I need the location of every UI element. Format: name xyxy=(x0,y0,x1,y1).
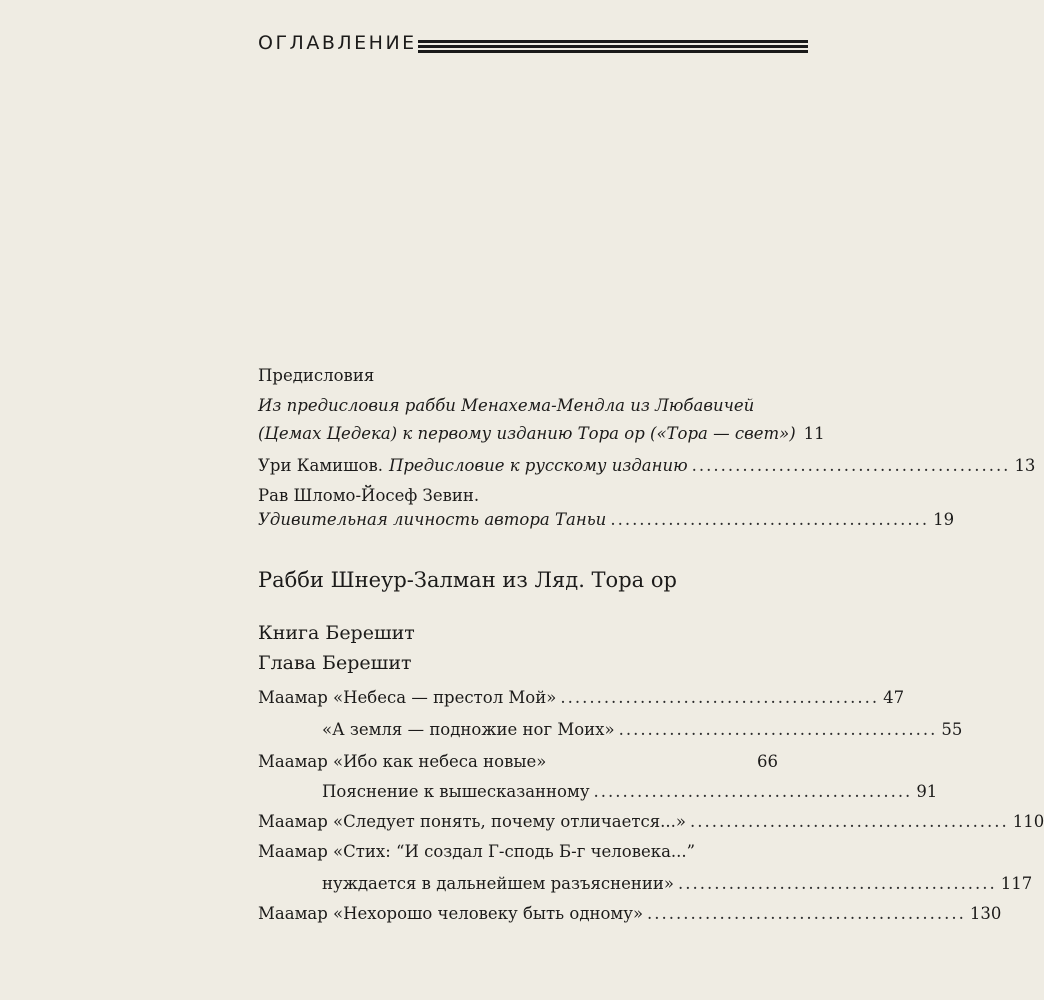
page-number: 66 xyxy=(757,752,778,771)
page-number: 11 xyxy=(803,424,825,443)
toc-entry xyxy=(258,424,825,443)
page-number: 47 xyxy=(883,688,905,707)
page-number: 91 xyxy=(916,782,938,801)
toc-entry xyxy=(322,874,1033,893)
page-number: 19 xyxy=(933,510,955,529)
toc-entry xyxy=(322,720,963,739)
toc-entry xyxy=(258,688,905,707)
toc-entry xyxy=(322,782,938,801)
toc-entry xyxy=(258,456,1036,475)
toc-entry-author: Ури Камишов. xyxy=(258,456,383,475)
toc-entry-text: Маамар «Небеса — престол Мой» xyxy=(258,688,557,707)
leader-dots: ............................................ xyxy=(610,510,930,529)
toc-entry-text: Маамар «Стих: “И создал Г-сподь Б-г человека...” xyxy=(258,842,696,861)
preface-1-line-1 xyxy=(258,396,754,415)
toc-entry xyxy=(258,752,778,771)
page-number: 13 xyxy=(1014,456,1036,475)
toc-entry-author: Рав Шломо-Йосеф Зевин. xyxy=(258,486,480,505)
page-number: 130 xyxy=(969,904,1002,923)
leader-dots: ............................................ xyxy=(691,456,1011,475)
toc-entry-text: «А земля — подножие ног Моих» xyxy=(322,720,615,739)
toc-entry xyxy=(258,842,695,861)
toc-entry-text: (Цемах Цедека) к первому изданию Тора ор («Тора — свет») xyxy=(258,424,796,443)
chapter-heading: Глава Берешит xyxy=(258,652,412,674)
leader-dots: ............................................ xyxy=(593,782,913,801)
page-title: ОГЛАВЛЕНИЕ xyxy=(258,32,417,54)
toc-entry xyxy=(258,510,955,529)
leader-dots: ............................................ xyxy=(678,874,997,893)
header-rule xyxy=(418,50,808,53)
header-rule xyxy=(418,45,808,48)
toc-entry-text: Маамар «Следует понять, почему отличается...» xyxy=(258,812,687,831)
part-heading: Рабби Шнеур-Залман из Ляд. Тора ор xyxy=(258,568,677,592)
book-heading: Книга Берешит xyxy=(258,622,415,644)
toc-entry-text: нуждается в дальнейшем разъяснении» xyxy=(322,874,675,893)
toc-entry xyxy=(258,904,1002,923)
preface-3-line-1 xyxy=(258,486,479,505)
toc-entry-text: Маамар «Нехорошо человеку быть одному» xyxy=(258,904,644,923)
toc-entry-text: Маамар «Ибо как небеса новые» xyxy=(258,752,547,771)
prefaces-heading: Предисловия xyxy=(258,366,375,385)
toc-entry-text: Из предисловия рабби Менахема-Мендла из Любавичей xyxy=(258,396,755,415)
header-rule xyxy=(418,40,808,43)
leader-dots: ............................................ xyxy=(690,812,1009,831)
toc-entry xyxy=(258,812,1044,831)
page-number: 55 xyxy=(941,720,963,739)
leader-dots: ............................................ xyxy=(618,720,938,739)
leader-dots: ............................................ xyxy=(647,904,966,923)
page-number: 117 xyxy=(1000,874,1033,893)
toc-entry-text: Предисловие к русскому изданию xyxy=(388,456,688,475)
page-number: 110 xyxy=(1012,812,1044,831)
toc-entry-text: Удивительная личность автора Таньи xyxy=(258,510,607,529)
toc-entry-text: Пояснение к вышесказанному xyxy=(322,782,590,801)
leader-dots: ............................................ xyxy=(560,688,880,707)
